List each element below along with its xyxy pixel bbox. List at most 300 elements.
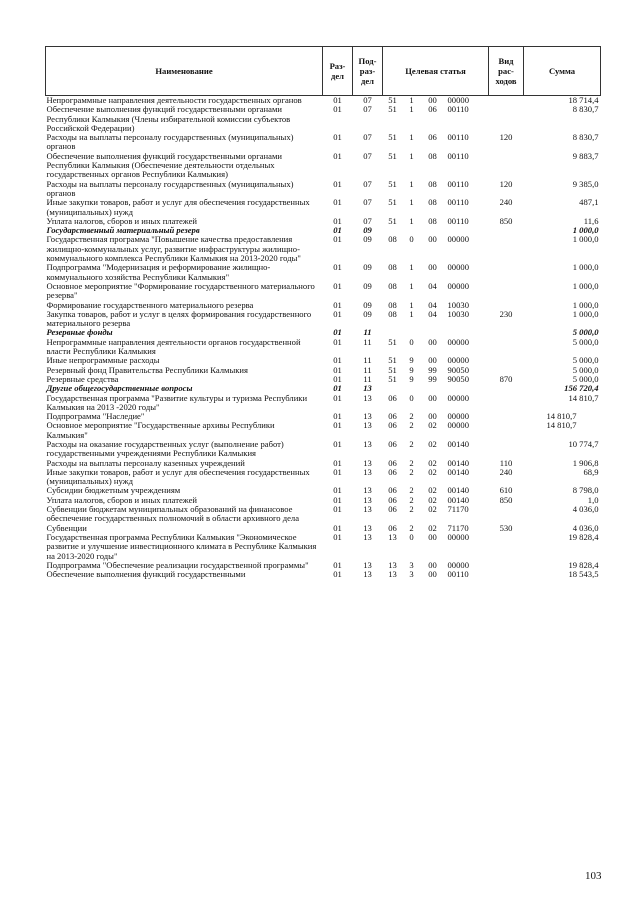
table-cell-vid-rashodov bbox=[489, 235, 524, 263]
table-cell-vid-rashodov bbox=[489, 338, 524, 357]
table-cell-target-subprogram: 2 bbox=[409, 438, 414, 449]
table-cell-target-program: 51 bbox=[388, 150, 397, 161]
table-cell-target-direction: 00000 bbox=[447, 392, 469, 403]
table-cell-target-program: 51 bbox=[388, 104, 397, 115]
table-cell-vid-rashodov bbox=[489, 356, 524, 365]
table-cell-target-event: 00 bbox=[428, 559, 437, 570]
table-row bbox=[46, 570, 601, 579]
table-cell-target-event: 02 bbox=[428, 420, 437, 431]
table-row bbox=[46, 180, 601, 199]
table-cell-target-subprogram: 1 bbox=[409, 262, 414, 273]
table-cell-vid-rashodov: 240 bbox=[499, 197, 513, 208]
table-cell-podrazdel: 13 bbox=[363, 559, 372, 570]
table-cell-vid-rashodov bbox=[489, 440, 524, 459]
table-cell-podrazdel: 07 bbox=[363, 132, 372, 143]
table-cell-podrazdel: 07 bbox=[363, 215, 372, 226]
table-cell-podrazdel: 13 bbox=[363, 494, 372, 505]
table-cell-razdel: 01 bbox=[333, 225, 342, 236]
table-cell-target-event: 04 bbox=[428, 280, 437, 291]
table-cell-target-subprogram: 2 bbox=[409, 420, 414, 431]
table-cell-target-program: 51 bbox=[388, 364, 397, 375]
table-cell-target-direction: 00000 bbox=[447, 559, 469, 570]
table-cell-sum: 1 906,8 bbox=[572, 457, 599, 468]
table-cell-razdel: 01 bbox=[333, 150, 342, 161]
table-cell-vid-rashodov: 610 bbox=[499, 485, 513, 496]
table-cell-name: Обеспечение выполнения функций государственными bbox=[46, 569, 246, 580]
table-cell-razdel: 01 bbox=[333, 336, 342, 347]
table-cell-target-program: 51 bbox=[388, 373, 397, 384]
table-cell-sum: 4 036,0 bbox=[572, 522, 599, 533]
table-cell-name: Резервный фонд Правительства Республики Калмыкия bbox=[46, 364, 248, 375]
table-cell-target-program: 13 bbox=[388, 569, 397, 580]
table-cell-name: Непрограммные направления деятельности органов государственной власти Республики Калмыкия bbox=[46, 336, 301, 357]
table-cell-target-event: 02 bbox=[428, 504, 437, 515]
table-cell-target-subprogram: 2 bbox=[409, 457, 414, 468]
table-cell-vid-rashodov bbox=[489, 384, 524, 393]
table-cell-vid-rashodov: 120 bbox=[499, 178, 513, 189]
table-cell-podrazdel: 07 bbox=[363, 197, 372, 208]
table-cell-name: Расходы на выплаты персоналу государственных (муниципальных) органов bbox=[46, 132, 294, 152]
table-cell-sum: 10 774,7 bbox=[568, 438, 599, 449]
table-cell-sum: 5 000,0 bbox=[572, 364, 599, 375]
table-cell-sum: 68,9 bbox=[583, 466, 599, 477]
table-cell-sum: 1 000,0 bbox=[572, 280, 599, 291]
table-cell-target-event: 00 bbox=[428, 262, 437, 273]
table-cell-target-subprogram: 1 bbox=[409, 104, 414, 115]
table-cell-target-subprogram: 2 bbox=[409, 466, 414, 477]
table-cell-target-subprogram: 1 bbox=[409, 299, 414, 310]
table-cell-name: Непрограммные направления деятельности государственных органов bbox=[46, 95, 302, 105]
table-cell-vid-rashodov: 850 bbox=[499, 494, 513, 505]
table-cell-sum: 1,0 bbox=[587, 494, 599, 505]
table-cell-name: Основное мероприятие "Формирование государственного материального резерва" bbox=[46, 280, 315, 301]
table-cell-target-program: 06 bbox=[388, 392, 397, 403]
table-cell-sum: 14 810,7 bbox=[568, 392, 599, 403]
table-row bbox=[46, 421, 601, 440]
table-cell-name: Расходы на оказание государственных услуг (выполнение работ) государственными учреждениями Республики Калмыкия bbox=[46, 438, 284, 459]
table-cell-target-program: 06 bbox=[388, 494, 397, 505]
table-cell-target-direction: 00000 bbox=[447, 234, 469, 245]
table-cell-target-program: 08 bbox=[388, 234, 397, 245]
table-cell-target-event: 00 bbox=[428, 355, 437, 366]
table-cell-name: Подпрограмма "Обеспечение реализации государственной программы" bbox=[46, 559, 309, 570]
table-cell-name: Основное мероприятие "Государственные архивы Республики Калмыкия" bbox=[46, 420, 275, 440]
table-cell-target-program: 06 bbox=[388, 457, 397, 468]
table-cell-razdel: 01 bbox=[333, 215, 342, 226]
table-cell-target-event: 00 bbox=[428, 95, 437, 105]
table-cell-sum: 8 798,0 bbox=[572, 485, 599, 496]
table-cell-vid-rashodov: 110 bbox=[499, 457, 513, 468]
table-cell-podrazdel: 09 bbox=[363, 225, 372, 236]
table-cell-target-event: 02 bbox=[428, 457, 437, 468]
table-cell-target-direction: 00000 bbox=[447, 531, 469, 542]
table-cell-vid-rashodov bbox=[489, 96, 524, 106]
table-cell-podrazdel: 07 bbox=[363, 104, 372, 115]
table-cell-razdel: 01 bbox=[333, 197, 342, 208]
table-cell-target-event: 06 bbox=[428, 132, 437, 143]
table-cell-name: Подпрограмма "Модернизация и реформирование жилищно-коммунального хозяйства Республики Калмыкия" bbox=[46, 262, 271, 282]
table-cell-target-event: 99 bbox=[428, 364, 437, 375]
table-cell-target-event: 02 bbox=[428, 522, 437, 533]
table-cell-podrazdel: 07 bbox=[363, 178, 372, 189]
table-cell-target-direction: 00000 bbox=[447, 262, 469, 273]
table-cell-target-program: 13 bbox=[388, 531, 397, 542]
table-cell-podrazdel: 09 bbox=[363, 280, 372, 291]
table-cell-target-event: 00 bbox=[428, 336, 437, 347]
table-cell-razdel: 01 bbox=[333, 262, 342, 273]
page-number: 103 bbox=[585, 870, 602, 882]
table-cell-razdel: 01 bbox=[333, 485, 342, 496]
table-cell-razdel: 01 bbox=[333, 364, 342, 375]
table-cell-podrazdel: 13 bbox=[363, 569, 372, 580]
table-cell-name: Уплата налогов, сборов и иных платежей bbox=[46, 215, 198, 226]
budget-table-container bbox=[45, 46, 600, 579]
table-row bbox=[46, 338, 601, 357]
table-cell-sum: 5 000,0 bbox=[572, 336, 599, 347]
table-cell-target-direction: 71170 bbox=[447, 522, 469, 533]
table-cell-vid-rashodov: 240 bbox=[499, 466, 513, 477]
table-cell-target-direction: 00000 bbox=[447, 336, 469, 347]
table-cell-target-subprogram: 9 bbox=[409, 364, 414, 375]
table-cell-target-event: 02 bbox=[428, 485, 437, 496]
table-row bbox=[46, 310, 601, 329]
table-cell-sum: 8 830,7 bbox=[572, 132, 599, 143]
table-cell-target-subprogram: 1 bbox=[409, 280, 414, 291]
table-cell-target-direction: 90050 bbox=[447, 373, 469, 384]
header-podrazdel: Под- раз- дел bbox=[353, 47, 383, 96]
table-cell-sum: 5 000,0 bbox=[572, 355, 599, 366]
table-cell-sum: 19 828,4 bbox=[568, 559, 599, 570]
table-cell-sum: 1 000,0 bbox=[572, 234, 599, 245]
table-cell-target-event: 00 bbox=[428, 234, 437, 245]
table-cell-target-direction: 00140 bbox=[447, 457, 469, 468]
table-cell-target-direction: 90050 bbox=[447, 364, 469, 375]
table-cell-target-program: 06 bbox=[388, 485, 397, 496]
table-cell-target-direction: 00140 bbox=[447, 494, 469, 505]
table-cell-podrazdel: 11 bbox=[363, 327, 372, 338]
table-cell-target-subprogram: 2 bbox=[409, 494, 414, 505]
table-cell-target-direction: 00000 bbox=[447, 280, 469, 291]
table-cell-target-direction: 10030 bbox=[447, 299, 469, 310]
table-cell-sum: 1 000,0 bbox=[572, 299, 599, 310]
table-row bbox=[46, 468, 601, 487]
table-row bbox=[46, 394, 601, 413]
table-cell-target-event: 08 bbox=[428, 197, 437, 208]
table-cell-target-direction: 00000 bbox=[447, 95, 469, 105]
table-cell-name: Субвенции бюджетам муниципальных образований на финансовое обеспечение государственных полномочий в области архивного дела bbox=[46, 504, 300, 524]
table-cell-sum: 14 810,7 bbox=[546, 420, 577, 431]
table-cell-target-program: 51 bbox=[388, 355, 397, 366]
table-cell-target-event: 02 bbox=[428, 494, 437, 505]
table-cell-target-program: 08 bbox=[388, 299, 397, 310]
table-cell-razdel: 01 bbox=[333, 569, 342, 580]
table-cell-razdel: 01 bbox=[333, 457, 342, 468]
table-cell-vid-rashodov bbox=[489, 105, 524, 133]
table-header bbox=[46, 47, 601, 96]
table-cell-sum: 156 720,4 bbox=[564, 383, 599, 394]
table-cell-podrazdel: 13 bbox=[363, 457, 372, 468]
table-cell-target-subprogram: 0 bbox=[409, 392, 414, 403]
table-cell-target-program: 51 bbox=[388, 95, 397, 105]
table-cell-podrazdel: 13 bbox=[363, 420, 372, 431]
table-cell-target-program: 51 bbox=[388, 197, 397, 208]
table-cell-podrazdel: 13 bbox=[363, 383, 372, 394]
table-row bbox=[46, 152, 601, 180]
table-row bbox=[46, 366, 601, 375]
table-cell-sum: 11,6 bbox=[583, 215, 599, 226]
table-cell-podrazdel: 09 bbox=[363, 308, 372, 319]
header-name: Наименование bbox=[46, 47, 323, 96]
table-cell-podrazdel: 11 bbox=[363, 355, 372, 366]
table-row bbox=[46, 440, 601, 459]
table-cell-sum: 4 036,0 bbox=[572, 504, 599, 515]
table-row bbox=[46, 533, 601, 561]
table-cell-target-subprogram: 1 bbox=[409, 95, 414, 105]
table-cell-razdel: 01 bbox=[333, 308, 342, 319]
table-cell-name: Резервные средства bbox=[46, 373, 119, 384]
table-cell-target-subprogram: 1 bbox=[409, 178, 414, 189]
table-cell-razdel: 01 bbox=[333, 531, 342, 542]
table-cell-podrazdel: 13 bbox=[363, 522, 372, 533]
table-cell-razdel: 01 bbox=[333, 178, 342, 189]
table-cell-podrazdel: 13 bbox=[363, 485, 372, 496]
table-cell-target-program: 06 bbox=[388, 504, 397, 515]
table-cell-target-subprogram: 3 bbox=[409, 559, 414, 570]
table-cell-name: Формирование государственного материального резерва bbox=[46, 299, 254, 310]
table-cell-name: Обеспечение выполнения функций государственными органами Республики Калмыкия (Обеспечение деятельности отдельных государственных органов Республики Калмыкия) bbox=[46, 150, 282, 180]
table-cell-target-direction: 10030 bbox=[447, 308, 469, 319]
header-target-article: Целевая статья bbox=[383, 47, 489, 96]
table-cell-target-program: 06 bbox=[388, 420, 397, 431]
table-cell-target-direction: 00110 bbox=[447, 569, 469, 580]
table-cell-target-direction: 00140 bbox=[447, 485, 469, 496]
table-cell-target-event: 02 bbox=[428, 438, 437, 449]
table-cell-sum: 5 000,0 bbox=[572, 373, 599, 384]
table-cell-podrazdel: 13 bbox=[363, 392, 372, 403]
table-cell-sum: 1 000,0 bbox=[572, 308, 599, 319]
table-cell-vid-rashodov: 230 bbox=[499, 308, 513, 319]
table-cell-razdel: 01 bbox=[333, 373, 342, 384]
table-cell-razdel: 01 bbox=[333, 420, 342, 431]
table-cell-sum: 9 883,7 bbox=[572, 150, 599, 161]
table-cell-vid-rashodov bbox=[489, 412, 524, 421]
table-cell-podrazdel: 11 bbox=[363, 373, 372, 384]
table-row bbox=[46, 263, 601, 282]
table-cell-podrazdel: 09 bbox=[363, 299, 372, 310]
table-cell-target-program: 13 bbox=[388, 559, 397, 570]
table-cell-target-direction: 00110 bbox=[447, 132, 469, 143]
table-cell-razdel: 01 bbox=[333, 299, 342, 310]
table-cell-target-direction: 00110 bbox=[447, 197, 469, 208]
table-cell-razdel: 01 bbox=[333, 466, 342, 477]
table-cell-razdel: 01 bbox=[333, 355, 342, 366]
header-razdel: Раз- дел bbox=[323, 47, 353, 96]
table-cell-vid-rashodov bbox=[489, 394, 524, 413]
table-cell-target-direction: 00000 bbox=[447, 411, 469, 422]
table-cell-target-program: 51 bbox=[388, 132, 397, 143]
table-cell-razdel: 01 bbox=[333, 234, 342, 245]
table-cell-podrazdel: 13 bbox=[363, 531, 372, 542]
table-cell-podrazdel: 13 bbox=[363, 411, 372, 422]
table-row bbox=[46, 198, 601, 217]
table-cell-vid-rashodov: 120 bbox=[499, 132, 513, 143]
table-cell-sum: 14 810,7 bbox=[546, 411, 577, 422]
table-cell-name: Иные непрограммные расходы bbox=[46, 355, 160, 366]
table-cell-target-program: 08 bbox=[388, 262, 397, 273]
table-cell-razdel: 01 bbox=[333, 411, 342, 422]
table-cell-name: Иные закупки товаров, работ и услуг для обеспечения государственных (муниципальных) нужд bbox=[46, 197, 310, 217]
table-cell-sum: 18 714,4 bbox=[568, 95, 599, 105]
table-cell-podrazdel: 13 bbox=[363, 466, 372, 477]
table-cell-razdel: 01 bbox=[333, 438, 342, 449]
table-cell-name: Субвенции bbox=[46, 522, 87, 533]
table-cell-target-program: 51 bbox=[388, 336, 397, 347]
table-cell-razdel: 01 bbox=[333, 494, 342, 505]
table-cell-name: Государственная программа "Повышение качества предоставления жилищно-коммунальных услуг, развитие инфраструктуры жилищно-коммунального комплекса Республики Калмыкия на 2013-2020 годы" bbox=[46, 234, 301, 264]
table-cell-name: Субсидии бюджетным учреждениям bbox=[46, 485, 181, 496]
table-cell-target-event: 00 bbox=[428, 569, 437, 580]
table-cell-vid-rashodov bbox=[489, 421, 524, 440]
table-cell-target-event: 04 bbox=[428, 299, 437, 310]
table-cell-target-event: 02 bbox=[428, 466, 437, 477]
table-cell-name: Расходы на выплаты персоналу казенных учреждений bbox=[46, 457, 245, 468]
table-cell-target-subprogram: 2 bbox=[409, 411, 414, 422]
table-cell-vid-rashodov bbox=[489, 263, 524, 282]
table-row bbox=[46, 133, 601, 152]
table-cell-sum: 1 000,0 bbox=[572, 262, 599, 273]
table-cell-razdel: 01 bbox=[333, 522, 342, 533]
table-cell-name: Государственный материальный резерв bbox=[46, 225, 200, 236]
table-cell-target-direction: 00110 bbox=[447, 178, 469, 189]
table-cell-target-direction: 00110 bbox=[447, 215, 469, 226]
table-cell-target-direction: 00000 bbox=[447, 355, 469, 366]
table-cell-podrazdel: 09 bbox=[363, 234, 372, 245]
table-cell-podrazdel: 07 bbox=[363, 150, 372, 161]
table-cell-target-subprogram: 0 bbox=[409, 531, 414, 542]
table-cell-target-direction: 00000 bbox=[447, 420, 469, 431]
table-cell-podrazdel: 09 bbox=[363, 262, 372, 273]
table-cell-name: Иные закупки товаров, работ и услуг для обеспечения государственных (муниципальных) нужд bbox=[46, 466, 310, 487]
table-cell-target-event: 99 bbox=[428, 373, 437, 384]
table-cell-target-event: 04 bbox=[428, 308, 437, 319]
table-cell-name: Резервные фонды bbox=[46, 327, 113, 338]
table-cell-razdel: 01 bbox=[333, 559, 342, 570]
table-cell-razdel: 01 bbox=[333, 280, 342, 291]
header-sum: Сумма bbox=[524, 47, 601, 96]
table-cell-name: Уплата налогов, сборов и иных платежей bbox=[46, 494, 198, 505]
table-cell-sum: 5 000,0 bbox=[572, 327, 599, 338]
table-cell-target-event: 00 bbox=[428, 411, 437, 422]
table-cell-name: Государственная программа "Развитие культуры и туризма Республики Калмыкия на 2013 -2020 годы" bbox=[46, 392, 308, 412]
table-cell-target-direction: 00140 bbox=[447, 466, 469, 477]
table-cell-target-subprogram: 1 bbox=[409, 308, 414, 319]
table-row bbox=[46, 505, 601, 524]
table-body bbox=[46, 96, 601, 580]
table-cell-sum: 19 828,4 bbox=[568, 531, 599, 542]
table-cell-vid-rashodov bbox=[489, 570, 524, 579]
table-cell-target-event: 08 bbox=[428, 215, 437, 226]
table-cell-vid-rashodov bbox=[489, 328, 524, 337]
table-cell-sum: 1 000,0 bbox=[572, 225, 599, 236]
table-cell-name: Другие общегосударственные вопросы bbox=[46, 383, 193, 394]
table-cell-vid-rashodov bbox=[489, 561, 524, 570]
table-cell-name: Закупка товаров, работ и услуг в целях формирования государственного материального резерва bbox=[46, 308, 312, 329]
table-cell-razdel: 01 bbox=[333, 383, 342, 394]
table-cell-target-subprogram: 2 bbox=[409, 504, 414, 515]
table-cell-target-subprogram: 1 bbox=[409, 150, 414, 161]
table-cell-name: Обеспечение выполнения функций государственными органами Республики Калмыкия (Члены избирательной комиссии субъектов Российской Федерации) bbox=[46, 104, 291, 133]
table-cell-razdel: 01 bbox=[333, 392, 342, 403]
table-cell-podrazdel: 11 bbox=[363, 336, 372, 347]
table-cell-target-subprogram: 0 bbox=[409, 234, 414, 245]
table-row bbox=[46, 105, 601, 133]
table-cell-target-program: 51 bbox=[388, 215, 397, 226]
table-cell-target-subprogram: 3 bbox=[409, 569, 414, 580]
table-cell-target-subprogram: 0 bbox=[409, 336, 414, 347]
table-cell-target-program: 06 bbox=[388, 438, 397, 449]
table-cell-target-program: 06 bbox=[388, 411, 397, 422]
table-cell-name: Государственная программа Республики Калмыкия "Экономическое развитие и улучшение инвестиционного климата в Республике Калмыкия на 2013-2020 годы" bbox=[46, 531, 317, 561]
table-cell-razdel: 01 bbox=[333, 95, 342, 105]
table-cell-name: Подпрограмма "Наследие" bbox=[46, 411, 145, 422]
table-cell-target-event: 08 bbox=[428, 150, 437, 161]
table-cell-target-program: 06 bbox=[388, 522, 397, 533]
table-cell-target-subprogram: 1 bbox=[409, 215, 414, 226]
table-row bbox=[46, 282, 601, 301]
table-row bbox=[46, 235, 601, 263]
table-cell-target-event: 00 bbox=[428, 531, 437, 542]
table-cell-podrazdel: 13 bbox=[363, 504, 372, 515]
table-cell-target-program: 06 bbox=[388, 466, 397, 477]
table-cell-target-subprogram: 9 bbox=[409, 373, 414, 384]
table-cell-vid-rashodov: 870 bbox=[499, 373, 513, 384]
table-cell-vid-rashodov: 850 bbox=[499, 215, 513, 226]
table-cell-target-subprogram: 2 bbox=[409, 522, 414, 533]
table-cell-razdel: 01 bbox=[333, 132, 342, 143]
table-cell-target-direction: 00110 bbox=[447, 104, 469, 115]
table-cell-razdel: 01 bbox=[333, 504, 342, 515]
table-cell-target-direction: 00140 bbox=[447, 438, 469, 449]
table-cell-target-direction: 71170 bbox=[447, 504, 469, 515]
table-cell-vid-rashodov bbox=[489, 152, 524, 180]
table-cell-podrazdel: 07 bbox=[363, 95, 372, 105]
table-cell-target-subprogram: 1 bbox=[409, 197, 414, 208]
table-cell-vid-rashodov bbox=[489, 282, 524, 301]
table-cell-sum: 8 830,7 bbox=[572, 104, 599, 115]
table-cell-vid-rashodov bbox=[489, 505, 524, 524]
budget-table bbox=[45, 46, 601, 579]
table-cell-target-subprogram: 2 bbox=[409, 485, 414, 496]
table-cell-podrazdel: 11 bbox=[363, 364, 372, 375]
table-cell-target-event: 00 bbox=[428, 392, 437, 403]
table-cell-razdel: 01 bbox=[333, 327, 342, 338]
header-vid-rashodov: Вид рас- ходов bbox=[489, 47, 524, 96]
table-cell-target-subprogram: 9 bbox=[409, 355, 414, 366]
table-cell-sum: 9 385,0 bbox=[572, 178, 599, 189]
table-cell-target-event: 06 bbox=[428, 104, 437, 115]
table-cell-target-event: 08 bbox=[428, 178, 437, 189]
table-cell-vid-rashodov bbox=[489, 533, 524, 561]
table-cell-razdel: 01 bbox=[333, 104, 342, 115]
table-cell-vid-rashodov: 530 bbox=[499, 522, 513, 533]
table-cell-sum: 18 543,5 bbox=[568, 569, 599, 580]
table-cell-vid-rashodov bbox=[489, 226, 524, 235]
table-cell-target-program: 51 bbox=[388, 178, 397, 189]
table-cell-target-direction: 00110 bbox=[447, 150, 469, 161]
table-cell-sum: 487,1 bbox=[579, 197, 599, 208]
table-cell-target-program: 08 bbox=[388, 280, 397, 291]
table-cell-target-program: 08 bbox=[388, 308, 397, 319]
